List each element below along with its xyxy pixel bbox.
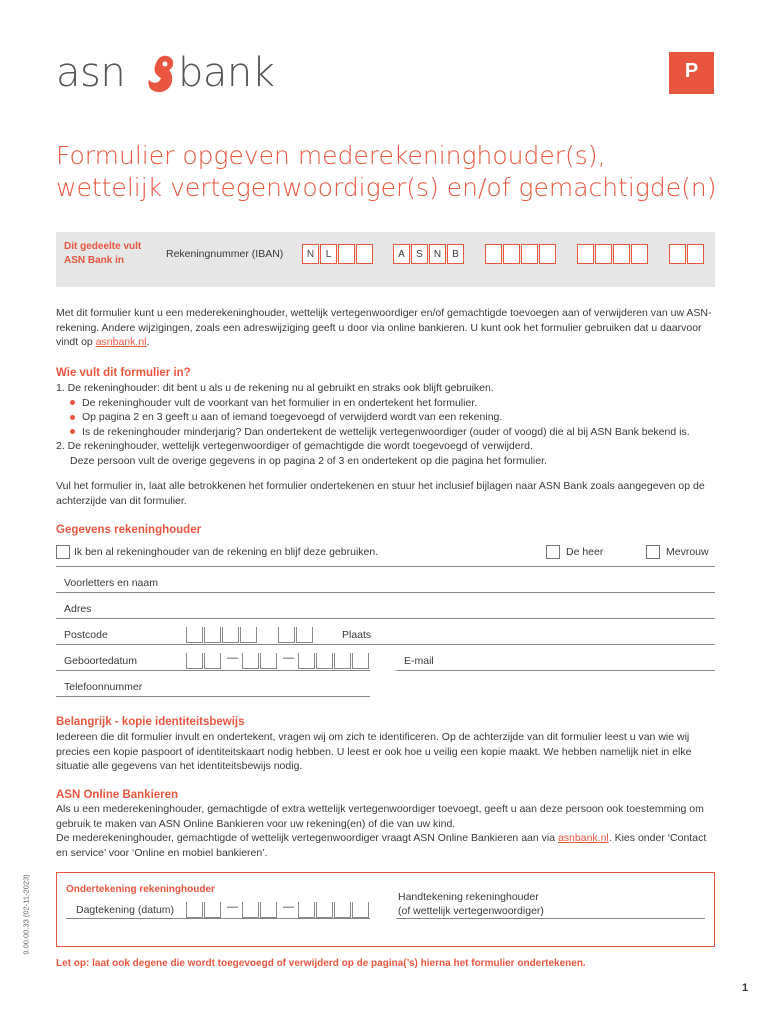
intro-link[interactable]: asnbank.nl [95,336,147,348]
birthdate-cell[interactable] [260,653,277,669]
phone-label: Telefoonnummer [64,681,143,693]
date-separator: — [283,652,294,664]
iban-label: Rekeningnummer (IBAN) [166,248,284,260]
asn-bank-logo [56,50,296,100]
date-separator: — [283,901,294,913]
mrs-checkbox[interactable] [646,545,660,559]
who-heading: Wie vult dit formulier in? [56,367,191,379]
postcode-cell[interactable] [240,627,257,643]
online-heading: ASN Online Bankieren [56,789,179,801]
birthdate-label: Geboortedatum [64,655,137,667]
online-text [56,802,716,860]
intro-body: Met dit formulier kunt u een mederekeninghouder, wettelijk vertegenwoordiger en/of gemachtigde toevoegen aan of verwijderen van uw ASN-rekening. Andere wijzigingen, zoals een adreswijziging geeft u door via online bankieren. U kunt ook het formulier gebruiken dat u daarvoor vindt op [56,307,712,348]
mr-checkbox[interactable] [546,545,560,559]
iban-cell[interactable] [521,244,538,264]
page-number: 1 [742,982,749,994]
iban-cell[interactable] [539,244,556,264]
address-label: Adres [64,603,92,615]
iban-cell[interactable] [485,244,502,264]
signature-label-2: (of wettelijk vertegenwoordiger) [398,905,544,917]
date-separator: — [227,901,238,913]
signature-label-1: Handtekening rekeninghouder [398,891,539,903]
iban-cell[interactable] [595,244,612,264]
sign-date-cell[interactable] [242,902,259,918]
who-bullet: Is de rekeninghouder minderjarig? Dan ondertekent de wettelijk vertegenwoordiger (ouder of voogd) die al bij ASN Bank bekend is. [56,425,721,440]
name-input-line[interactable] [56,592,715,593]
iban-char: N [429,244,446,264]
iban-cell[interactable] [503,244,520,264]
date-label: Dagtekening (datum) [76,904,175,916]
postcode-cell[interactable] [222,627,239,643]
birthdate-line[interactable] [56,670,370,671]
sign-date-cell[interactable] [334,902,351,918]
iban-cell[interactable] [687,244,704,264]
bank-use-label [64,240,154,268]
email-label: E-mail [404,655,434,667]
mr-label: De heer [566,546,604,558]
birthdate-cell[interactable] [316,653,333,669]
iban-char: B [447,244,464,264]
mrs-label: Mevrouw [666,546,709,558]
who-closing: Vul het formulier in, laat alle betrokkenen het formulier ondertekenen en stuur het inclusief bijlagen naar ASN Bank zoals aangegeven op de achterzijde van dit formulier. [56,480,705,507]
who-bullet: De rekeninghouder vult de voorkant van het formulier in en ondertekent het formulier. [56,396,721,411]
iban-cell[interactable] [669,244,686,264]
phone-input-line[interactable] [56,696,370,697]
who-item-2: 2. De rekeninghouder, wettelijk vertegenwoordiger of gemachtigde die wordt toegevoegd of verwijderd. [56,440,533,452]
postcode-label: Postcode [64,629,108,641]
sign-date-cell[interactable] [204,902,221,918]
form-code-badge: P [669,52,714,94]
signature-label [398,890,544,918]
birthdate-cell[interactable] [298,653,315,669]
divider [56,566,715,567]
name-label: Voorletters en naam [64,577,158,589]
intro-end: . [146,336,150,348]
online-text-2: De mederekeninghouder, gemachtigde of wettelijk vertegenwoordiger vraagt ASN Online Bankieren aan via asnbank.nl. Kies onder ‘Contact en service’ voor ‘Online en mobiel bankieren’. [56,832,707,859]
iban-cell[interactable] [356,244,373,264]
birthdate-cell[interactable] [334,653,351,669]
sign-date-cell[interactable] [352,902,369,918]
postcode-cell[interactable] [296,627,313,643]
signature-heading: Ondertekening rekeninghouder [66,884,215,895]
who-bullet: Op pagina 2 en 3 geeft u aan of iemand toegevoegd of verwijderd wordt van een rekening. [56,410,721,425]
postcode-city-line[interactable] [56,644,715,645]
squirrel-icon [143,52,177,96]
email-input-line[interactable] [396,670,715,671]
important-heading: Belangrijk - kopie identiteitsbewijs [56,716,245,728]
postcode-cell[interactable] [204,627,221,643]
birthdate-cell[interactable] [204,653,221,669]
iban-char: A [393,244,410,264]
birthdate-cell[interactable] [352,653,369,669]
sign-date-cell[interactable] [298,902,315,918]
sign-date-line[interactable] [66,918,370,919]
brand-left: asn [56,50,126,96]
side-code [4,870,84,960]
postcode-cell[interactable] [186,627,203,643]
page-title [56,140,736,204]
signature-line[interactable] [396,918,705,919]
iban-cell[interactable] [631,244,648,264]
who-item-2b: Deze persoon vult de overige gegevens in op pagina 2 of 3 en ondertekent op die pagina het formulier. [70,454,547,467]
birthdate-cell[interactable] [186,653,203,669]
sign-date-cell[interactable] [186,902,203,918]
city-label: Plaats [342,629,372,641]
iban-cell[interactable] [613,244,630,264]
address-input-line[interactable] [56,618,715,619]
online-link[interactable]: asnbank.nl [557,832,609,844]
iban-cell[interactable] [338,244,355,264]
iban-cell[interactable] [577,244,594,264]
already-holder-checkbox[interactable] [56,545,70,559]
important-text: Iedereen die dit formulier invult en ondertekent, vragen wij om zich te identificeren. Op de achterzijde van dit formulier leest u van wie wij precies een kopie paspoort of identiteitskaart nodig hebben. U leest er ook hoe u veilig een kopie maakt. We hebben namelijk niet in elke situatie alle gegevens van het identiteitsbewijs nodig. [56,731,692,772]
postcode-cell[interactable] [278,627,295,643]
who-list [56,381,721,468]
signing-note: Let op: laat ook degene die wordt toegevoegd of verwijderd op de pagina(’s) hierna het formulier ondertekenen. [56,958,586,969]
bank-use-label-2: ASN Bank in [64,255,125,266]
iban-char: N [302,244,319,264]
sign-date-cell[interactable] [260,902,277,918]
side-code-text: 9.00.00.33 (02-11-2023) [21,874,31,955]
iban-char: S [411,244,428,264]
online-text-1: Als u een mederekeninghouder, gemachtigde of extra wettelijk vertegenwoordiger toevoegt, geeft u aan deze persoon ook toestemming om gebruik te maken van ASN Online Bankieren voor uw rekening(en) of die van uw kind. [56,803,704,830]
birthdate-cell[interactable] [242,653,259,669]
holder-heading: Gegevens rekeninghouder [56,524,202,536]
already-holder-label: Ik ben al rekeninghouder van de rekening en blijf deze gebruiken. [74,546,379,558]
iban-char: L [320,244,337,264]
who-item-1: 1. De rekeninghouder: dit bent u als u de rekening nu al gebruikt en straks ook blijft gebruiken. [56,382,494,394]
title-line-2: wettelijk vertegenwoordiger(s) en/of gemachtigde(n) [56,173,717,202]
bank-use-label-1: Dit gedeelte vult [64,241,142,252]
title-line-1: Formulier opgeven mederekeninghouder(s), [56,141,606,170]
date-separator: — [227,652,238,664]
sign-date-cell[interactable] [316,902,333,918]
brand-right: bank [178,50,275,96]
intro-text [56,306,716,350]
